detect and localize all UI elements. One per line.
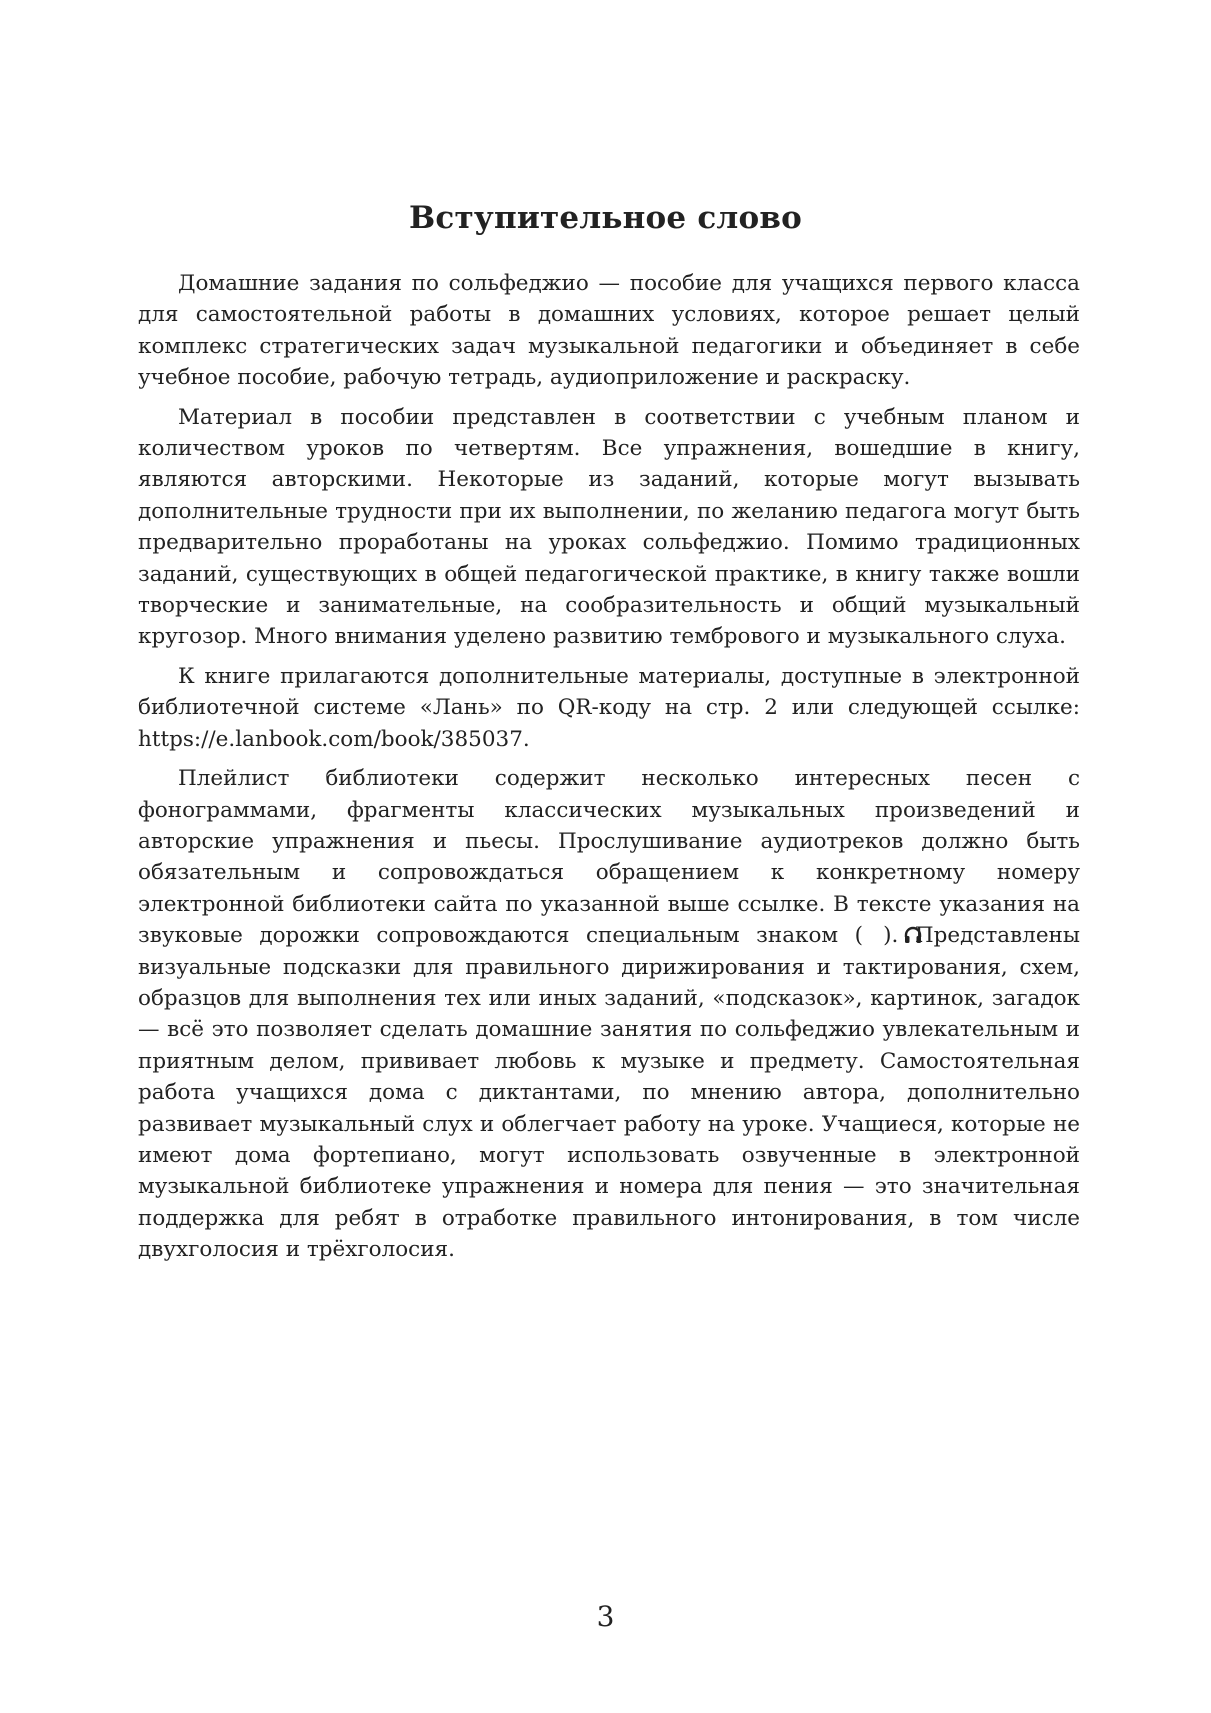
body-text xyxy=(138,268,1080,1274)
page-title: Вступительное слово xyxy=(409,200,802,236)
paragraph-4-part-2: ). Представлены визуальные подсказки для правильного дирижирования и тактирования, схем, образцов для выполнения тех или иных заданий, «подсказок», картинок, загадок — всё это позволяет сделать домашние занятия по сольфеджио увлекательным и приятным делом, прививает любовь к музыке и предмету. Самостоятельная работа учащихся дома с диктантами, по мнению автора, дополнительно развивает музыкальный слух и облегчает работу на уроке. Учащиеся, которые не имеют дома фортепиано, могут использовать озвученные в электронной музыкальной библиотеке упражнения и номера для пения — это значительная поддержка для ребят в отработке правильного интонирования, в том числе двухголосия и трёхголосия. xyxy=(138,923,1080,1263)
paragraph-4 xyxy=(138,763,1080,1266)
page-number: 3 xyxy=(596,1600,615,1633)
paragraph-1: Домашние задания по сольфеджио — пособие для учащихся первого класса для самостоятельной работы в домашних условиях, которое решает целый комплекс стратегических задач музыкальной педагогики и объединяет в себе учебное пособие, рабочую тетрадь, аудиоприложение и раскраску. xyxy=(138,271,1080,391)
paragraph-4-part-1: Плейлист библиотеки содержит несколько интересных песен с фонограммами, фрагменты классических музыкальных произведений и авторские упражнения и пьесы. Прослушивание аудиотреков должно быть обязательным и сопровождаться обращением к конкретному номеру электронной библиотеки сайта по указанной выше ссылке. В тексте указания на звуковые дорожки сопровождаются специальным знаком ( xyxy=(138,766,1080,949)
paragraph-3: К книге прилагаются дополнительные материалы, доступные в электронной библиотечной системе «Лань» по QR-коду на стр. 2 или следующей ссылке: https://e.lanbook.com/book/385037. xyxy=(138,663,1080,752)
headphones-icon xyxy=(863,922,883,940)
paragraph-2: Материал в пособии представлен в соответствии с учебным планом и количеством уроков по четвертям. Все упражнения, вошедшие в книгу, являются авторскими. Некоторые из заданий, которые могут вызывать дополнительные трудности при их выполнении, по желанию педагога могут быть предварительно проработаны на уроках сольфеджио. Помимо традиционных заданий, существующих в общей педагогической практике, в книгу также вошли творческие и занимательные, на сообразительность и общий музыкальный кругозор. Много внимания уделено развитию тембрового и музыкального слуха. xyxy=(138,404,1080,650)
